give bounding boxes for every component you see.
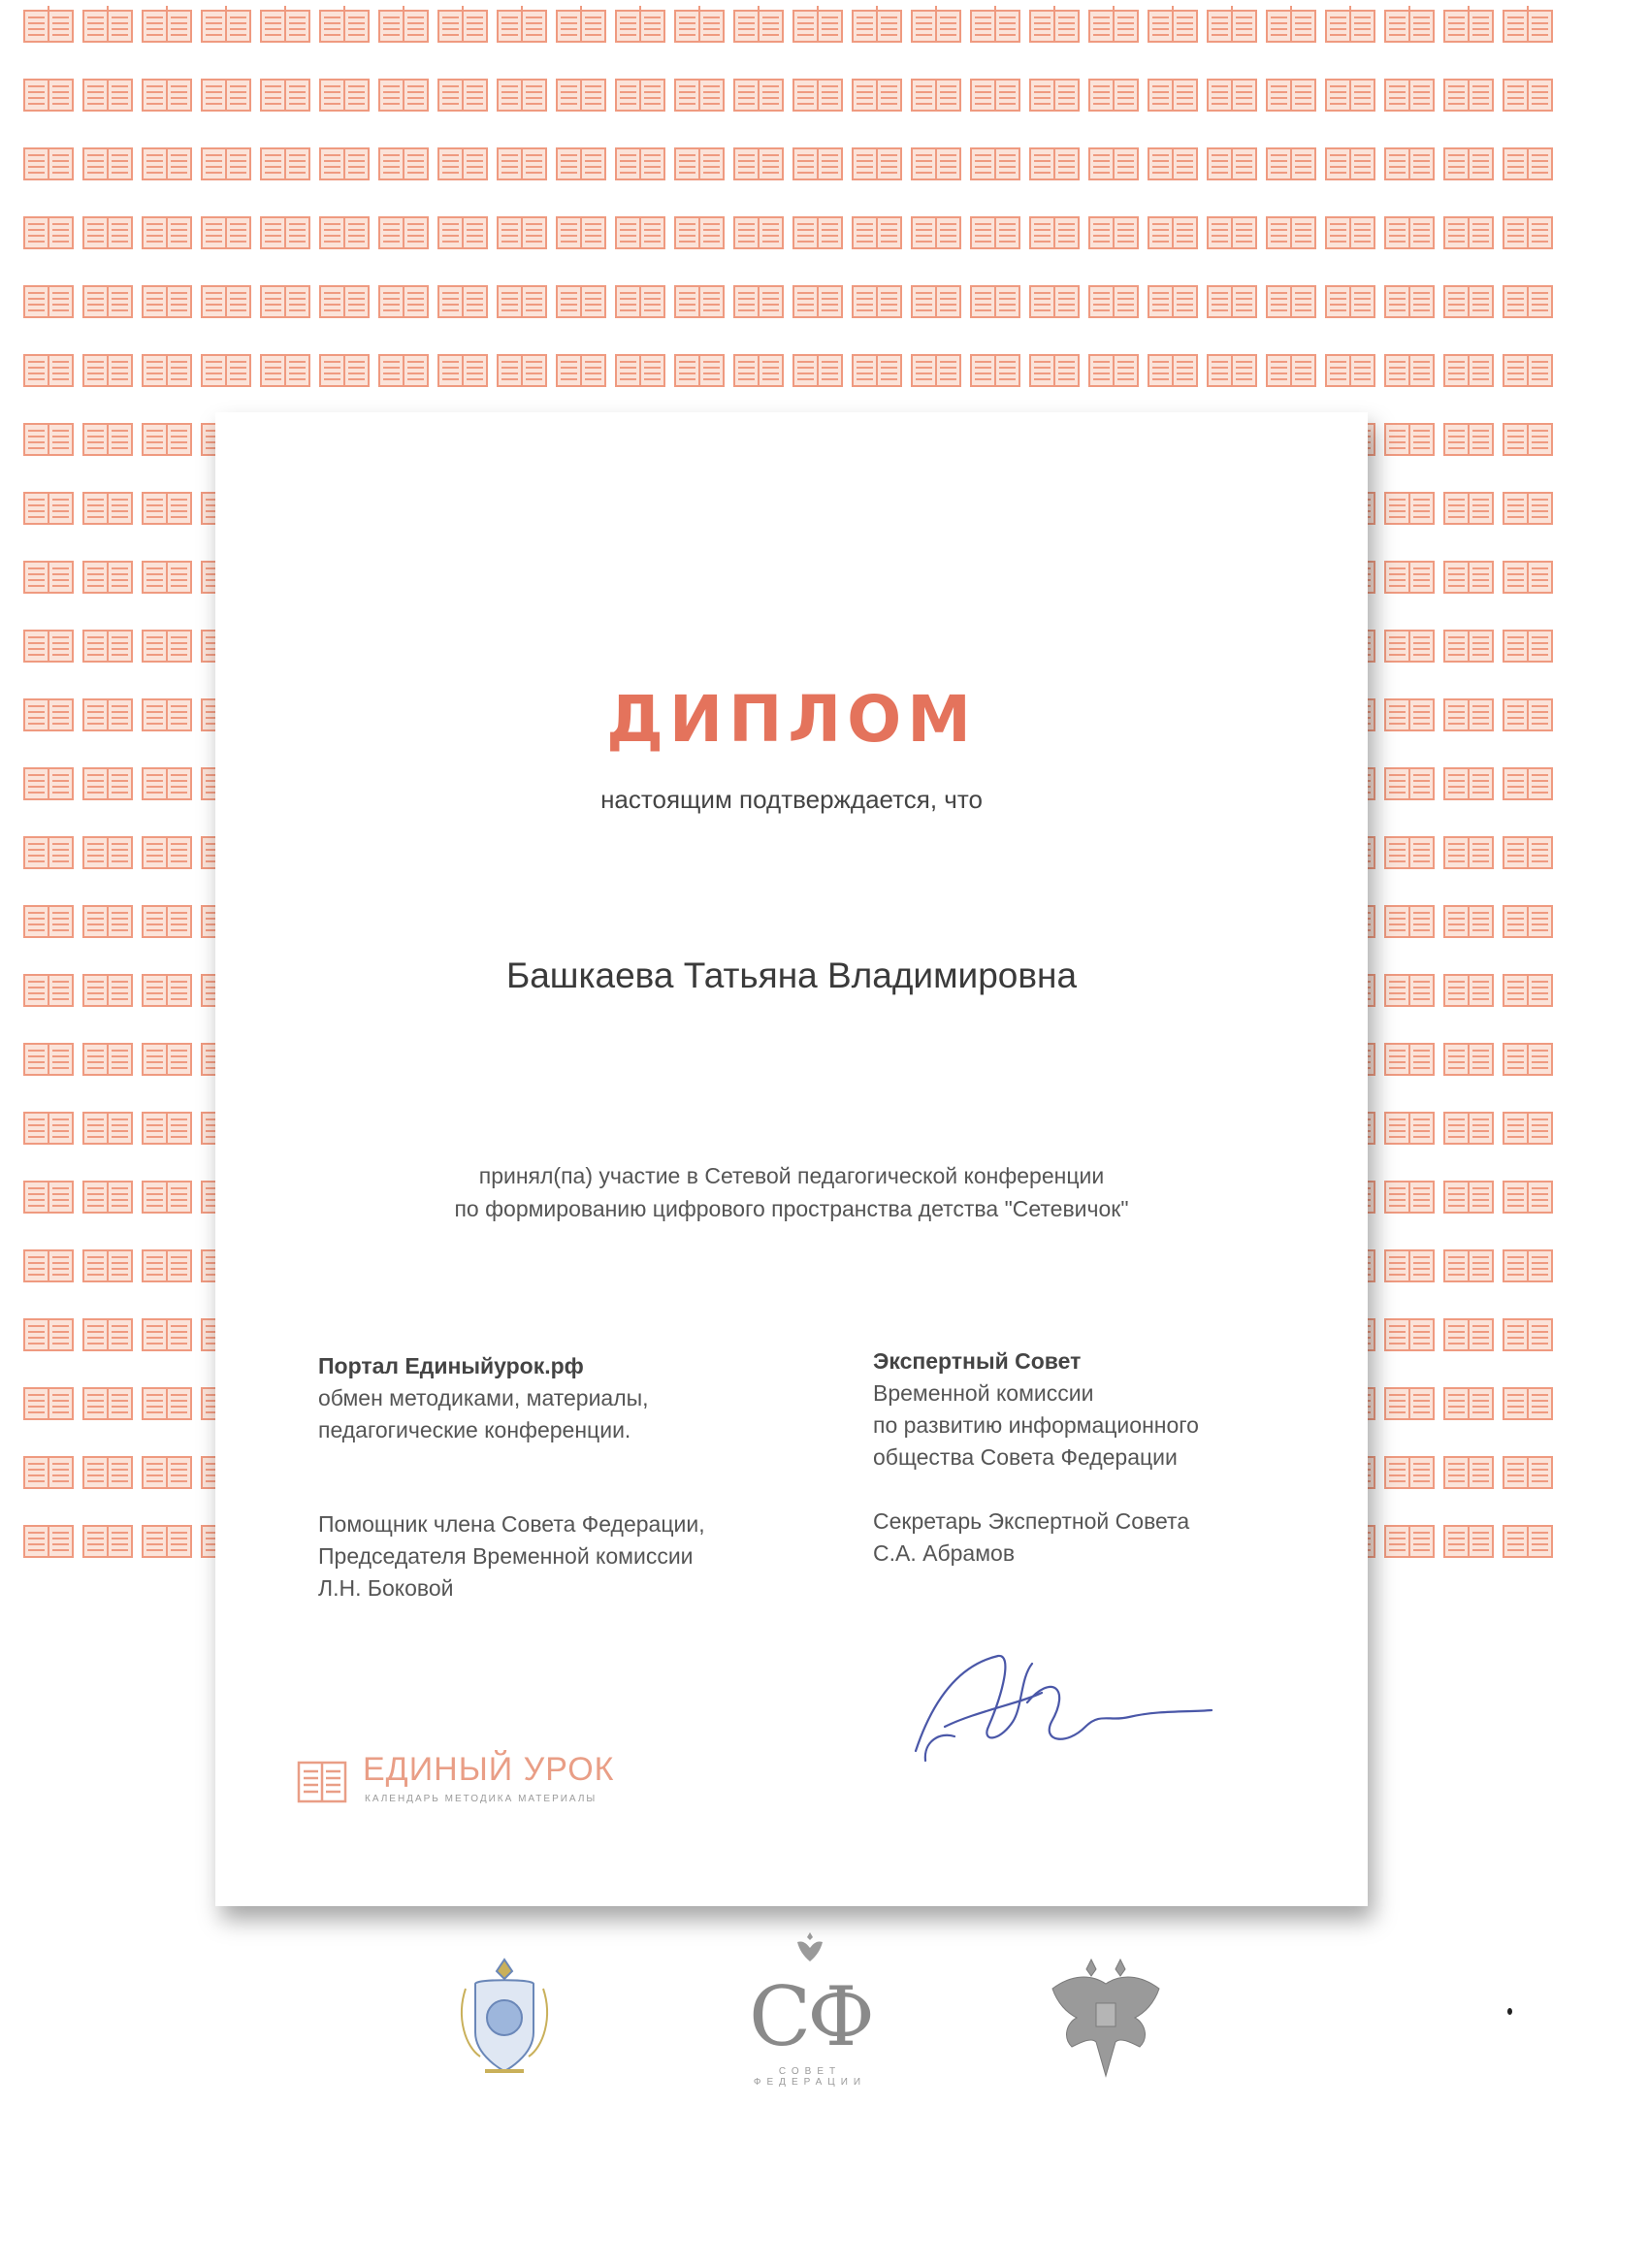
- portal-line: обмен методиками, материалы,: [318, 1385, 649, 1410]
- expert-council-block: [873, 1345, 1339, 1474]
- assistant-line: Помощник члена Совета Федерации,: [318, 1511, 705, 1537]
- secretary-block: [873, 1506, 1339, 1570]
- crest-emblem-icon: [456, 1950, 553, 2086]
- secretary-line: С.А. Абрамов: [873, 1540, 1016, 1566]
- double-headed-eagle-icon: [1033, 1945, 1179, 2090]
- edinyi-urok-logo: [297, 1749, 685, 1817]
- assistant-line: Председателя Временной комиссии: [318, 1543, 694, 1569]
- participation-line: принял(па) участие в Сетевой педагогической конференции: [478, 1163, 1105, 1188]
- participation-text: [215, 1159, 1368, 1225]
- logo-tagline: КАЛЕНДАРЬ МЕТОДИКА МАТЕРИАЛЫ: [365, 1794, 598, 1804]
- portal-block: [318, 1350, 784, 1446]
- eagle-icon: [795, 1930, 824, 1963]
- book-icon: [297, 1757, 347, 1807]
- secretary-line: Секретарь Экспертной Совета: [873, 1508, 1190, 1534]
- participation-line: по формированию цифрового пространства детства "Сетевичок": [454, 1196, 1129, 1221]
- expert-council-line: общества Совета Федерации: [873, 1444, 1178, 1470]
- signature-image: [906, 1635, 1216, 1780]
- portal-line: педагогические конференции.: [318, 1417, 631, 1442]
- expert-council-title: Экспертный Совет: [873, 1348, 1082, 1374]
- sf-emblem: [723, 1930, 897, 2105]
- diploma-sheet: [215, 412, 1368, 1906]
- diploma-title: ДИПЛОМ: [606, 682, 977, 757]
- assistant-line: Л.Н. Боковой: [318, 1575, 454, 1601]
- logo-name: ЕДИНЫЙ УРОК: [363, 1751, 615, 1788]
- portal-title: Портал Единыйурок.рф: [318, 1353, 584, 1378]
- sf-letters: СФ: [749, 1969, 871, 2064]
- confirmation-text: настоящим подтверждается, что: [600, 785, 983, 814]
- recipient-name: Башкаева Татьяна Владимировна: [505, 956, 1078, 995]
- sf-caption: СОВЕТ ФЕДЕРАЦИИ: [753, 2066, 867, 2088]
- assistant-block: [318, 1508, 823, 1604]
- expert-council-line: по развитию информационного: [873, 1412, 1199, 1438]
- expert-council-line: Временной комиссии: [873, 1380, 1094, 1406]
- scan-speck: [1507, 2008, 1512, 2015]
